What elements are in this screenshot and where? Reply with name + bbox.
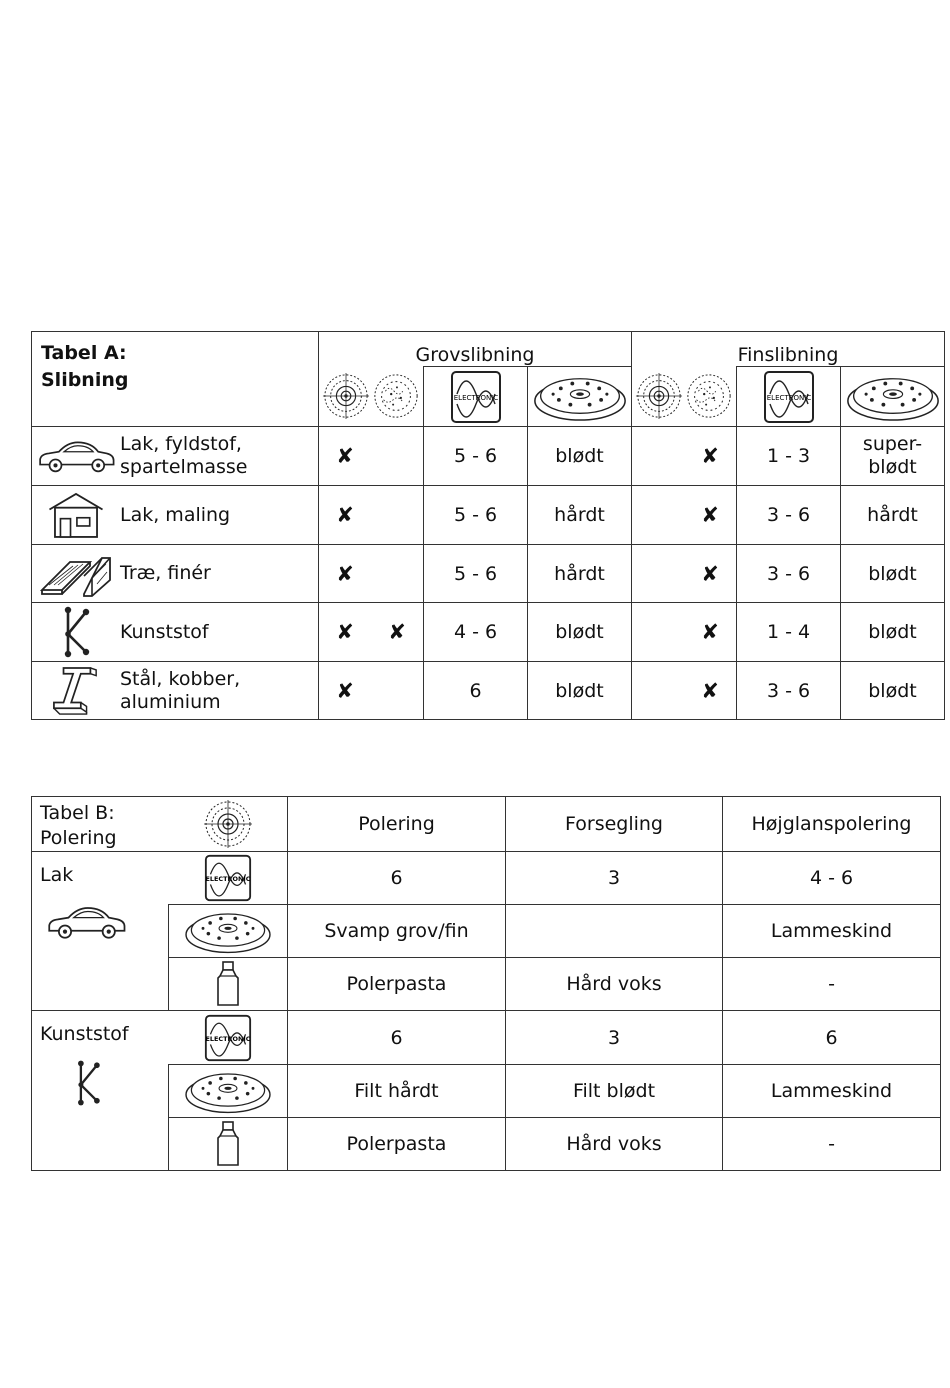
table-a-title-line1: Tabel A: bbox=[41, 342, 127, 364]
backing-pad-icon bbox=[182, 906, 274, 956]
row-icon-cell bbox=[169, 852, 288, 905]
value-cell: Polerpasta bbox=[288, 1118, 506, 1171]
check-mark: ✘ bbox=[701, 678, 719, 703]
electronic-label: ELECTRONIC bbox=[766, 393, 811, 402]
value-cell: Filt blødt bbox=[506, 1065, 723, 1118]
table-row bbox=[32, 545, 945, 603]
check-mark: ✘ bbox=[701, 444, 719, 468]
column-header-polering: Polering bbox=[288, 797, 506, 852]
fin-pad-line2: blødt bbox=[868, 456, 917, 478]
electronic-speed-icon bbox=[204, 854, 252, 902]
material-label-line2: aluminium bbox=[120, 690, 221, 713]
grov-motion-cell bbox=[319, 486, 424, 545]
material-label-line1: Stål, kobber, bbox=[120, 667, 241, 690]
material-cell bbox=[32, 427, 319, 486]
value-cell: Lammeskind bbox=[723, 905, 941, 958]
grov-motion-cell bbox=[319, 427, 424, 486]
table-row bbox=[32, 427, 945, 486]
fin-pad-cell bbox=[841, 427, 945, 486]
value-cell: 4 - 6 bbox=[723, 852, 941, 905]
grov-motion-cell bbox=[319, 545, 424, 603]
grov-motion-cell bbox=[319, 662, 424, 720]
table-row bbox=[32, 603, 945, 662]
material-label-line2: spartelmasse bbox=[120, 456, 248, 478]
table-b bbox=[31, 796, 941, 1171]
check-mark bbox=[371, 562, 423, 586]
orbit-rotation-icon bbox=[322, 372, 370, 420]
grov-speed-cell: 5 - 6 bbox=[424, 486, 528, 545]
table-a bbox=[31, 331, 945, 720]
value-cell bbox=[506, 905, 723, 958]
plastic-icon bbox=[58, 606, 94, 658]
value-cell: Hård voks bbox=[506, 958, 723, 1011]
check-mark: ✘ bbox=[336, 444, 354, 468]
material-label-line1: Træ, finér bbox=[120, 562, 211, 584]
backing-pad-icon bbox=[845, 370, 941, 424]
fin-motion-cell bbox=[632, 486, 737, 545]
check-mark: ✘ bbox=[701, 620, 719, 644]
row-icon-cell bbox=[169, 958, 288, 1011]
table-row bbox=[32, 905, 941, 958]
group-finslibning: Finslibning bbox=[632, 332, 945, 367]
material-label-line1: Lak, maling bbox=[120, 503, 231, 526]
check-mark: ✘ bbox=[701, 561, 719, 586]
house-icon bbox=[44, 490, 108, 540]
row-icon-cell bbox=[169, 905, 288, 958]
group-cell-kunststof bbox=[32, 1011, 169, 1171]
value-cell: Lammeskind bbox=[723, 1065, 941, 1118]
grov-pad-cell: blødt bbox=[528, 427, 632, 486]
check-mark bbox=[632, 620, 684, 644]
check-mark bbox=[632, 679, 684, 703]
table-a-title bbox=[32, 332, 319, 427]
fin-motion-cell bbox=[632, 603, 737, 662]
group-name: Kunststof bbox=[40, 1023, 129, 1045]
check-mark: ✘ bbox=[336, 503, 354, 527]
grov-speed-cell: 5 - 6 bbox=[424, 545, 528, 603]
car-icon bbox=[35, 436, 117, 476]
backing-pad-icon bbox=[532, 370, 628, 424]
fin-pad-line1: super- bbox=[862, 433, 923, 455]
grov-pad-cell: blødt bbox=[528, 662, 632, 720]
fin-speed-cell: 3 - 6 bbox=[737, 545, 841, 603]
material-cell bbox=[32, 486, 319, 545]
value-cell: 6 bbox=[288, 1011, 506, 1065]
check-mark: ✘ bbox=[336, 678, 354, 703]
fin-speed-cell: 1 - 3 bbox=[737, 427, 841, 486]
material-cell bbox=[32, 545, 319, 603]
check-mark bbox=[632, 444, 684, 468]
table-row bbox=[32, 1011, 941, 1065]
random-orbit-icon bbox=[685, 372, 733, 420]
electronic-label: ELECTRONIC bbox=[453, 393, 498, 402]
check-mark bbox=[371, 679, 423, 703]
fin-pad-cell: blødt bbox=[841, 545, 945, 603]
fin-pad-icon-cell bbox=[841, 367, 945, 427]
column-header-forsegling: Forsegling bbox=[506, 797, 723, 852]
backing-pad-icon bbox=[182, 1066, 274, 1116]
electronic-label: ELECTRONIC bbox=[205, 874, 251, 883]
header-icon-cell bbox=[169, 797, 288, 852]
material-cell bbox=[32, 662, 319, 720]
value-cell: Svamp grov/fin bbox=[288, 905, 506, 958]
table-row bbox=[32, 486, 945, 545]
electronic-label: ELECTRONIC bbox=[205, 1034, 251, 1043]
value-cell: Filt hårdt bbox=[288, 1065, 506, 1118]
check-mark bbox=[371, 503, 423, 527]
check-mark bbox=[371, 444, 423, 468]
value-cell: - bbox=[723, 1118, 941, 1171]
electronic-speed-icon bbox=[450, 370, 502, 424]
grov-motion-icons-cell bbox=[319, 367, 424, 427]
table-b-title bbox=[32, 797, 169, 852]
value-cell: 3 bbox=[506, 852, 723, 905]
grov-pad-cell: hårdt bbox=[528, 486, 632, 545]
orbit-rotation-icon bbox=[203, 799, 253, 849]
material-label-line1: Lak, fyldstof, bbox=[120, 433, 242, 455]
check-mark: ✘ bbox=[336, 561, 354, 586]
value-cell: 3 bbox=[506, 1011, 723, 1065]
table-a-title-line2: Slibning bbox=[41, 369, 129, 391]
material-label-line1: Kunststof bbox=[120, 620, 209, 643]
wood-icon bbox=[40, 550, 112, 598]
check-mark: ✘ bbox=[701, 503, 719, 527]
grov-speed-cell: 6 bbox=[424, 662, 528, 720]
table-row bbox=[32, 1065, 941, 1118]
check-mark: ✘ bbox=[336, 620, 354, 644]
check-mark bbox=[632, 503, 684, 527]
fin-motion-cell bbox=[632, 662, 737, 720]
grov-pad-icon-cell bbox=[528, 367, 632, 427]
value-cell: 6 bbox=[723, 1011, 941, 1065]
row-icon-cell bbox=[169, 1065, 288, 1118]
electronic-speed-icon bbox=[204, 1014, 252, 1062]
check-mark: ✘ bbox=[388, 620, 406, 644]
plastic-icon bbox=[72, 1059, 104, 1107]
row-icon-cell bbox=[169, 1011, 288, 1065]
car-icon bbox=[44, 902, 128, 942]
table-row bbox=[32, 1118, 941, 1171]
column-header-hojglanspolering: Højglanspolering bbox=[723, 797, 941, 852]
fin-speed-cell: 1 - 4 bbox=[737, 603, 841, 662]
steel-beam-icon bbox=[52, 665, 100, 717]
table-row bbox=[32, 662, 945, 720]
polish-bottle-icon bbox=[214, 960, 242, 1008]
fin-electronic-icon-cell bbox=[737, 367, 841, 427]
check-mark bbox=[632, 562, 684, 586]
grov-speed-cell: 4 - 6 bbox=[424, 603, 528, 662]
grov-pad-cell: blødt bbox=[528, 603, 632, 662]
fin-pad-cell: hårdt bbox=[841, 486, 945, 545]
row-icon-cell bbox=[169, 1118, 288, 1171]
electronic-speed-icon bbox=[763, 370, 815, 424]
fin-speed-cell: 3 - 6 bbox=[737, 486, 841, 545]
group-grovslibning: Grovslibning bbox=[319, 332, 632, 367]
group-cell-lak bbox=[32, 852, 169, 1011]
table-b-title-line1: Tabel B: bbox=[40, 802, 115, 824]
random-orbit-icon bbox=[372, 372, 420, 420]
orbit-rotation-icon bbox=[635, 372, 683, 420]
grov-electronic-icon-cell bbox=[424, 367, 528, 427]
fin-motion-icons-cell bbox=[632, 367, 737, 427]
value-cell: Polerpasta bbox=[288, 958, 506, 1011]
value-cell: - bbox=[723, 958, 941, 1011]
value-cell: Hård voks bbox=[506, 1118, 723, 1171]
table-row bbox=[32, 958, 941, 1011]
grov-pad-cell: hårdt bbox=[528, 545, 632, 603]
fin-pad-cell: blødt bbox=[841, 603, 945, 662]
fin-speed-cell: 3 - 6 bbox=[737, 662, 841, 720]
material-cell bbox=[32, 603, 319, 662]
fin-pad-cell: blødt bbox=[841, 662, 945, 720]
table-b-title-line2: Polering bbox=[40, 827, 117, 849]
grov-speed-cell: 5 - 6 bbox=[424, 427, 528, 486]
value-cell: 6 bbox=[288, 852, 506, 905]
grov-motion-cell bbox=[319, 603, 424, 662]
group-name: Lak bbox=[40, 864, 74, 886]
polish-bottle-icon bbox=[214, 1120, 242, 1168]
fin-motion-cell bbox=[632, 427, 737, 486]
table-row bbox=[32, 852, 941, 905]
fin-motion-cell bbox=[632, 545, 737, 603]
